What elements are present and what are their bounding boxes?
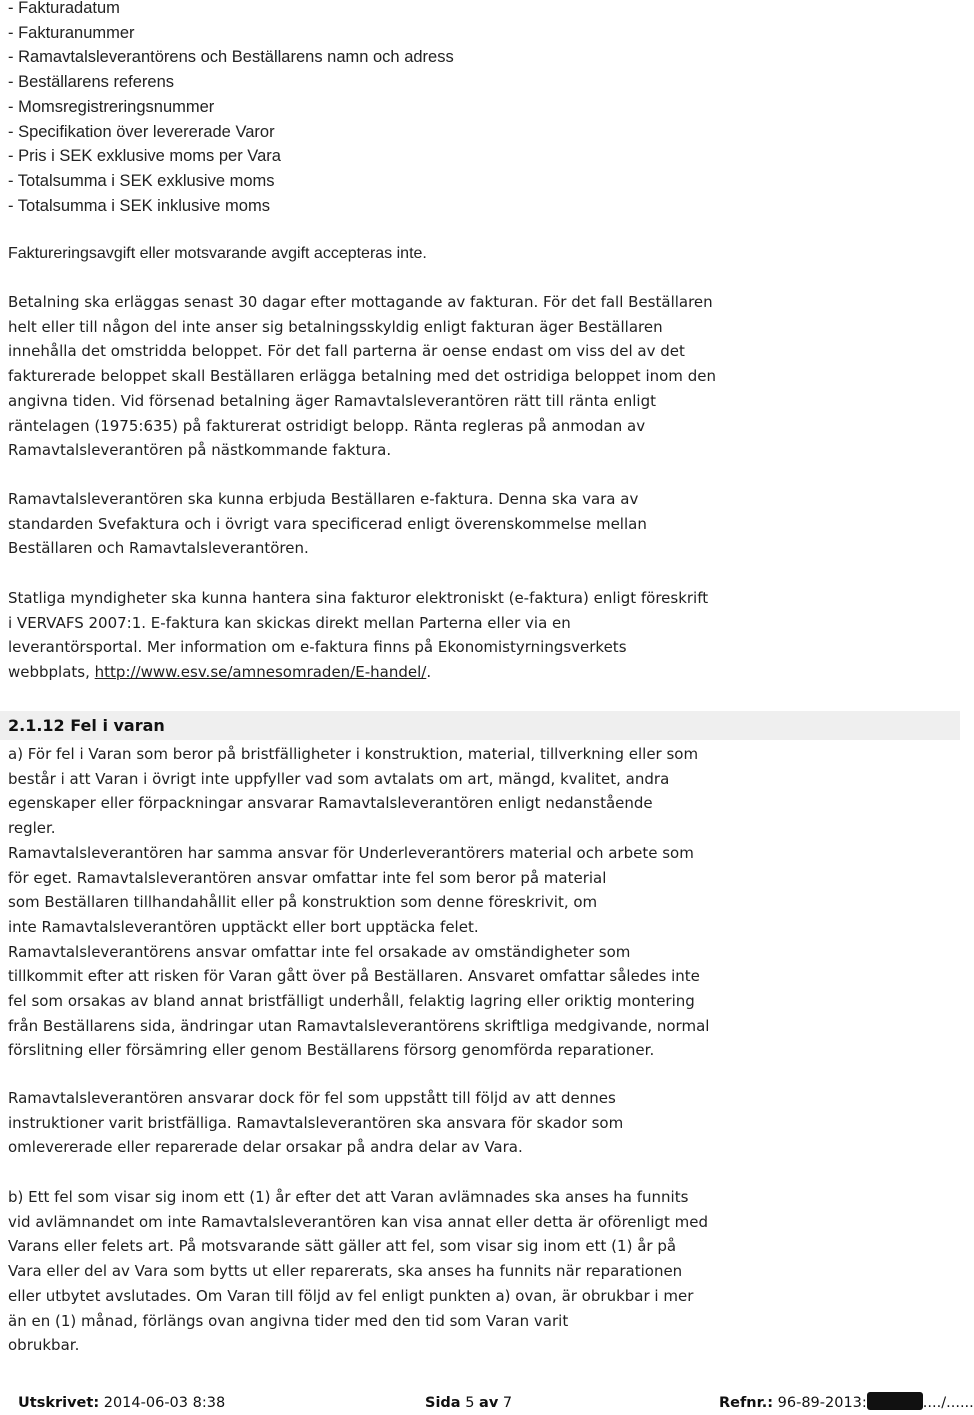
paragraph-line: Vara eller del av Vara som bytts ut eller reparerats, ska anses ha funnits när reparationen <box>8 1262 683 1281</box>
list-item: - Beställarens referens <box>8 73 174 92</box>
paragraph-line: omlevererade eller reparerade delar orsakar på andra delar av Vara. <box>8 1138 523 1157</box>
paragraph-line: i VERVAFS 2007:1. E-faktura kan skickas direkt mellan Parterna eller via en <box>8 613 571 632</box>
esv-link[interactable]: http://www.esv.se/amnesomraden/E-handel/ <box>94 663 427 682</box>
page-total: 7 <box>502 1395 513 1411</box>
list-item: - Fakturanummer <box>8 23 135 42</box>
list-item: - Totalsumma i SEK inklusive moms <box>8 196 270 215</box>
paragraph-line: än en (1) månad, förlängs ovan angivna tider med den tid som Varan varit <box>8 1311 569 1330</box>
paragraph-line: b) Ett fel som visar sig inom ett (1) år efter det att Varan avlämnades ska anses ha funnits <box>8 1188 689 1206</box>
paragraph-line: leverantörsportal. Mer information om e-faktura finns på Ekonomistyrningsverkets <box>8 638 627 657</box>
page-number <box>425 1392 512 1414</box>
ref-prefix: 96-89-2013: <box>777 1395 867 1411</box>
paragraph-line: tillkommit efter att risken för Varan gått över på Beställaren. Ansvaret omfattar således inte <box>8 967 700 986</box>
ref-label: Refnr.: <box>719 1395 774 1411</box>
paragraph-line: fakturerade beloppet skall Beställaren erlägga betalning med det ostridiga beloppet inom den <box>8 367 716 386</box>
efaktura-paragraph <box>8 487 647 561</box>
paragraph-line: innehålla det omstridda beloppet. För det fall parterna är oense endast om viss del av det <box>8 342 685 361</box>
section-title: 2.1.12 Fel i varan <box>8 716 165 735</box>
paragraph-line <box>8 660 708 685</box>
paragraph-line: regler. <box>8 819 56 838</box>
part-b-paragraph <box>8 1185 708 1358</box>
paragraph-line: standarden Svefaktura och i övrigt vara specificerad enligt överenskommelse mellan <box>8 514 647 533</box>
paragraph-line: som Beställaren tillhandahållit eller på konstruktion som denne föreskrivit, om <box>8 893 598 912</box>
paragraph-line: från Beställarens sida, ändringar utan Ramavtalsleverantörens skriftliga medgivande, normal <box>8 1016 710 1035</box>
paragraph-line: Statliga myndigheter ska kunna hantera sina fakturor elektroniskt (e-faktura) enligt föreskrift <box>8 589 709 607</box>
payment-paragraph <box>8 290 716 463</box>
paragraph-line: instruktioner varit bristfälliga. Ramavtalsleverantören ska ansvara för skador som <box>8 1113 624 1132</box>
paragraph-line: Ramavtalsleverantören ansvarar dock för fel som uppstått till följd av att dennes <box>8 1089 616 1107</box>
list-item: - Pris i SEK exklusive moms per Vara <box>8 147 281 166</box>
paragraph-line: Ramavtalsleverantören har samma ansvar för Underleverantörers material och arbete som <box>8 843 694 862</box>
paragraph-line: består i att Varan i övrigt inte uppfyller vad som avtalats om art, mängd, kvalitet, andra <box>8 769 670 788</box>
ref-suffix: ..../...... <box>922 1395 974 1411</box>
statliga-paragraph <box>8 586 708 685</box>
link-suffix: . <box>426 663 432 682</box>
list-item: - Specifikation över levererade Varor <box>8 122 275 141</box>
paragraph-line: räntelagen (1975:635) på fakturerat ostridigt belopp. Ränta regleras på anmodan av <box>8 416 646 435</box>
page-current: 5 <box>465 1395 475 1411</box>
printed-label: Utskrivet: <box>18 1395 100 1411</box>
list-item: - Totalsumma i SEK exklusive moms <box>8 171 275 190</box>
list-item: - Fakturadatum <box>8 0 120 17</box>
paragraph-line: Ramavtalsleverantören ska kunna erbjuda Beställaren e-faktura. Denna ska vara av <box>8 490 639 508</box>
paragraph-line: a) För fel i Varan som beror på bristfälligheter i konstruktion, material, tillverkning eller som <box>8 745 699 763</box>
paragraph-line: Varans eller felets art. På motsvarande sätt gäller att fel, som visar sig inom ett (1) år på <box>8 1237 677 1256</box>
paragraph-line: angivna tiden. Vid försenad betalning äger Ramavtalsleverantören rätt till ränta enligt <box>8 391 656 410</box>
redaction-block <box>867 1392 923 1410</box>
paragraph-line: fel som orsakas av bland annat bristfälligt underhåll, felaktig lagring eller oriktig montering <box>8 992 695 1011</box>
page-label: Sida <box>425 1395 461 1411</box>
list-item: - Momsregistreringsnummer <box>8 97 215 116</box>
paragraph-line: helt eller till någon del inte anser sig betalningsskyldig enligt fakturan äger Beställaren <box>8 317 663 336</box>
paragraph-line: Betalning ska erläggas senast 30 dagar efter mottagande av fakturan. För det fall Beställaren <box>8 293 713 311</box>
printed-date <box>18 1392 225 1414</box>
page-of-label: av <box>479 1395 499 1411</box>
paragraph-line: Beställaren och Ramavtalsleverantören. <box>8 539 309 558</box>
paragraph-line: förslitning eller försämring eller genom Beställarens försorg genomförda reparationer. <box>8 1041 655 1060</box>
invoice-requirements-list <box>8 0 454 218</box>
reference-number <box>719 1392 974 1414</box>
paragraph-line: obrukbar. <box>8 1336 80 1355</box>
fee-note: Faktureringsavgift eller motsvarande avgift accepteras inte. <box>8 245 427 262</box>
paragraph-line: Ramavtalsleverantörens ansvar omfattar inte fel orsakade av omständigheter som <box>8 942 631 961</box>
link-prefix: webbplats, <box>8 663 95 682</box>
part-a-paragraph <box>8 742 709 1063</box>
paragraph-line: eller utbytet avslutades. Om Varan till följd av fel enligt punkten a) ovan, är obrukbar i mer <box>8 1286 694 1305</box>
page-footer <box>0 1392 974 1414</box>
instruktioner-paragraph <box>8 1086 623 1160</box>
paragraph-line: vid avlämnandet om inte Ramavtalsleverantören kan visa annat eller detta är oförenligt med <box>8 1212 709 1231</box>
paragraph-line: Ramavtalsleverantören på nästkommande faktura. <box>8 441 392 460</box>
paragraph-line: inte Ramavtalsleverantören upptäckt eller bort upptäcka felet. <box>8 917 479 936</box>
list-item: - Ramavtalsleverantörens och Beställarens namn och adress <box>8 48 454 67</box>
paragraph-line: för eget. Ramavtalsleverantören ansvar omfattar inte fel som beror på material <box>8 868 607 887</box>
printed-value: 2014-06-03 8:38 <box>103 1395 226 1411</box>
paragraph-line: egenskaper eller förpackningar ansvarar Ramavtalsleverantören enligt nedanstående <box>8 794 653 813</box>
